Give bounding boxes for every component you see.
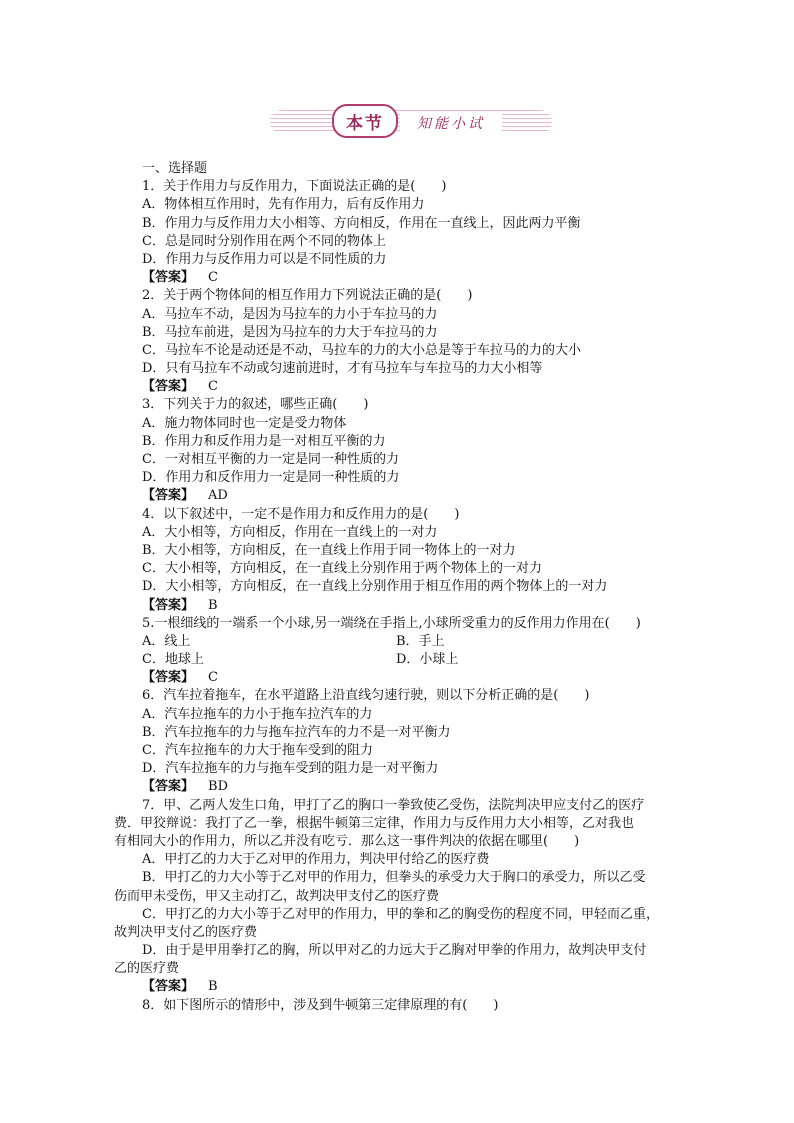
answer-value: C [208,379,218,395]
answer-value: C [208,270,218,286]
q5-stem: 5.一根细线的一端系一个小球,另一端绕在手指上,小球所受重力的反作用力作用在( ) [142,615,641,631]
q5-options-row1 [142,633,682,651]
q1-option-a: A．物体相互作用时，先有作用力，后有反作用力 [142,197,425,213]
q3-option-d: D．作用力和反作用力一定是同一种性质的力 [142,470,400,486]
q7-option-d-line2: 乙的医疗费 [114,961,180,977]
answer-value: C [208,670,218,686]
q5-options-row2 [142,651,682,669]
q3-stem: 3．下列关于力的叙述，哪些正确( ) [142,397,369,413]
q7-option-b-line2: 伤而甲未受伤，甲又主动打乙，故判决甲支付乙的医疗费 [114,888,440,904]
answer-value: BD [208,779,228,795]
q7-answer [142,978,682,996]
q6-option-d: D．汽车拉拖车的力与拖车受到的阻力是一对平衡力 [142,761,439,777]
answer-label: 【答案】 [142,488,195,504]
banner-tag: 知能小试 [400,113,502,133]
q5-option-d: D．小球上 [396,652,459,668]
q7-stem-line2: 费．甲狡辩说：我打了乙一拳，根据牛顿第三定律，作用力与反作用力大小相等，乙对我也 [114,815,635,831]
answer-label: 【答案】 [142,670,195,686]
q5-option-c: C．地球上 [142,652,204,668]
answer-value: B [208,979,218,995]
q3-option-a: A．施力物体同时也一定是受力物体 [142,415,347,431]
q6-option-c: C．汽车拉拖车的力大于拖车受到的阻力 [142,743,373,758]
q2-stem: 2．关于两个物体间的相互作用力下列说法正确的是( ) [142,288,473,304]
answer-label: 【答案】 [142,597,195,613]
q1-stem: 1．关于作用力与反作用力，下面说法正确的是( ) [142,179,447,195]
q6-stem: 6．汽车拉着拖车，在水平道路上沿直线匀速行驶，则以下分析正确的是( ) [142,688,590,704]
q6-option-a: A．汽车拉拖车的力小于拖车拉汽车的力 [142,706,373,722]
answer-label: 【答案】 [142,379,195,395]
q2-answer [142,378,682,396]
q7-option-c-line2: 故判决甲支付乙的医疗费 [114,924,258,940]
q4-answer [142,597,682,615]
q4-option-b: B．大小相等，方向相反，在一直线上作用于同一物体上的一对力 [142,542,516,558]
q5-option-a: A．线上 [142,633,191,649]
q3-option-b: B．作用力和反作用力是一对相互平衡的力 [142,433,386,449]
q7-stem-line3: 有相同大小的作用力，所以乙并没有吃亏．那么这一事件判决的依据在哪里( ) [114,833,580,849]
q1-answer [142,269,682,287]
answer-value: AD [208,488,228,504]
q1-option-c: C．总是同时分别作用在两个不同的物体上 [142,233,386,249]
q7-option-a: A．甲打乙的力大于乙对甲的作用力，判决甲付给乙的医疗费 [142,852,490,868]
section-banner [270,102,552,140]
section-title: 一、选择题 [142,161,208,176]
q4-option-a: A．大小相等，方向相反，作用在一直线上的一对力 [142,524,438,540]
answer-label: 【答案】 [142,979,195,995]
q2-option-c: C．马拉车不论是动还是不动，马拉车的力的大小总是等于车拉马的力的大小 [142,342,581,358]
q6-option-b: B．汽车拉拖车的力与拖车拉汽车的力不是一对平衡力 [142,724,451,740]
q5-answer [142,669,682,687]
q5-option-b: B．手上 [396,633,445,649]
q4-stem: 4．以下叙述中，一定不是作用力和反作用力的是( ) [142,506,460,522]
answer-value: B [208,597,218,613]
exercise-content [114,160,682,1015]
q1-option-d: D．作用力与反作用力可以是不同性质的力 [142,251,387,267]
answer-label: 【答案】 [142,270,195,286]
q2-option-d: D．只有马拉车不动或匀速前进时，才有马拉车与车拉马的力大小相等 [142,361,543,377]
q7-stem-line1: 7．甲、乙两人发生口角，甲打了乙的胸口一拳致使乙受伤，法院判决甲应支付乙的医疗 [142,797,645,813]
q8-stem: 8．如下图所示的情形中，涉及到牛顿第三定律原理的有( ) [142,997,499,1013]
q7-option-d-line1: D．由于是甲用拳打乙的胸，所以甲对乙的力远大于乙胸对甲拳的作用力，故判决甲支付 [142,943,647,959]
q7-option-b-line1: B．甲打乙的力大小等于乙对甲的作用力，但拳头的承受力大于胸口的承受力，所以乙受 [142,870,646,886]
q3-option-c: C．一对相互平衡的力一定是同一种性质的力 [142,452,399,467]
q1-option-b: B．作用力与反作用力大小相等、方向相反，作用在一直线上，因此两力平衡 [142,215,581,231]
q3-answer [142,487,682,505]
q4-option-d: D．大小相等，方向相反，在一直线上分别作用于相互作用的两个物体上的一对力 [142,579,608,595]
q4-option-c: C．大小相等，方向相反，在一直线上分别作用于两个物体上的一对力 [142,561,542,577]
banner-badge: 本节 [332,104,398,138]
answer-label: 【答案】 [142,779,195,795]
q2-option-b: B．马拉车前进，是因为马拉车的力大于车拉马的力 [142,324,438,340]
q7-option-c-line1: C．甲打乙的力大小等于乙对甲的作用力，甲的拳和乙的胸受伤的程度不同，甲轻而乙重， [142,906,659,922]
q2-option-a: A．马拉车不动，是因为马拉车的力小于车拉马的力 [142,306,438,322]
q6-answer [142,778,682,796]
